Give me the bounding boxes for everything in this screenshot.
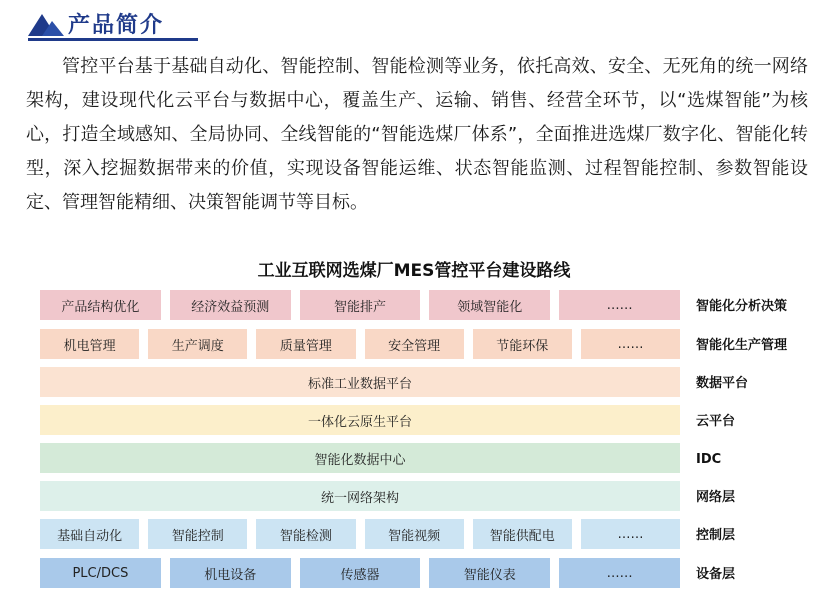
layer-row [40, 367, 680, 397]
layer-item: 产品结构优化 [40, 290, 161, 320]
layer-item: 智能排产 [300, 290, 421, 320]
layer-item: 基础自动化 [40, 519, 139, 549]
layer-row [40, 443, 680, 473]
layer-label: 数据平台 [696, 376, 749, 391]
layer-item: …… [581, 329, 680, 359]
layer-item: 智能仪表 [429, 558, 550, 588]
mountain-triangle-icon [28, 12, 64, 36]
layer-item: 领域智能化 [429, 290, 550, 320]
layer-label: 设备层 [696, 567, 736, 582]
layer-item: 标准工业数据平台 [40, 367, 680, 397]
layer-row [40, 329, 680, 359]
layer-row [40, 519, 680, 549]
layer-item: 统一网络架构 [40, 481, 680, 511]
layer-item: 机电管理 [40, 329, 139, 359]
layer-item: 智能化数据中心 [40, 443, 680, 473]
layer-item: 传感器 [300, 558, 421, 588]
layer-item: …… [559, 290, 680, 320]
layer-label: 云平台 [696, 414, 736, 429]
layer-item: 安全管理 [365, 329, 464, 359]
intro-paragraph: 管控平台基于基础自动化、智能控制、智能检测等业务，依托高效、安全、无死角的统一网络架构，建设现代化云平台与数据中心，覆盖生产、运输、销售、经营全环节，以“选煤智能”为核心，打造全域感知、全局协同、全线智能的“智能选煤厂体系”，全面推进选煤厂数字化、智能化转型，深入挖掘数据带来的价值，实现设备智能运维、状态智能监测、过程智能控制、参数智能设定、管理智能精细、决策智能调节等目标。 [26, 56, 808, 213]
layer-item: 生产调度 [148, 329, 247, 359]
layer-item: 智能检测 [256, 519, 355, 549]
layer-row [40, 290, 680, 320]
layer-label: 智能化生产管理 [696, 338, 788, 353]
layer-item: 机电设备 [170, 558, 291, 588]
layer-label: 智能化分析决策 [696, 299, 788, 314]
layer-item: 智能供配电 [473, 519, 572, 549]
title-underline [28, 38, 198, 41]
layer-item: 智能视频 [365, 519, 464, 549]
layer-item: …… [559, 558, 680, 588]
layer-item: 经济效益预测 [170, 290, 291, 320]
layer-label: 网络层 [696, 490, 736, 505]
layer-item: 智能控制 [148, 519, 247, 549]
layer-item: PLC/DCS [40, 558, 161, 588]
layer-item: 节能环保 [473, 329, 572, 359]
section-header [28, 6, 198, 40]
section-title: 产品简介 [68, 13, 165, 38]
layer-label: 控制层 [696, 528, 736, 543]
layer-label: IDC [696, 452, 722, 467]
layer-row [40, 558, 680, 588]
layer-row [40, 405, 680, 435]
layer-item: 一体化云原生平台 [40, 405, 680, 435]
layer-item: 质量管理 [256, 329, 355, 359]
layer-row [40, 481, 680, 511]
layer-item: …… [581, 519, 680, 549]
diagram-title: 工业互联网选煤厂MES管控平台建设路线 [257, 261, 571, 281]
